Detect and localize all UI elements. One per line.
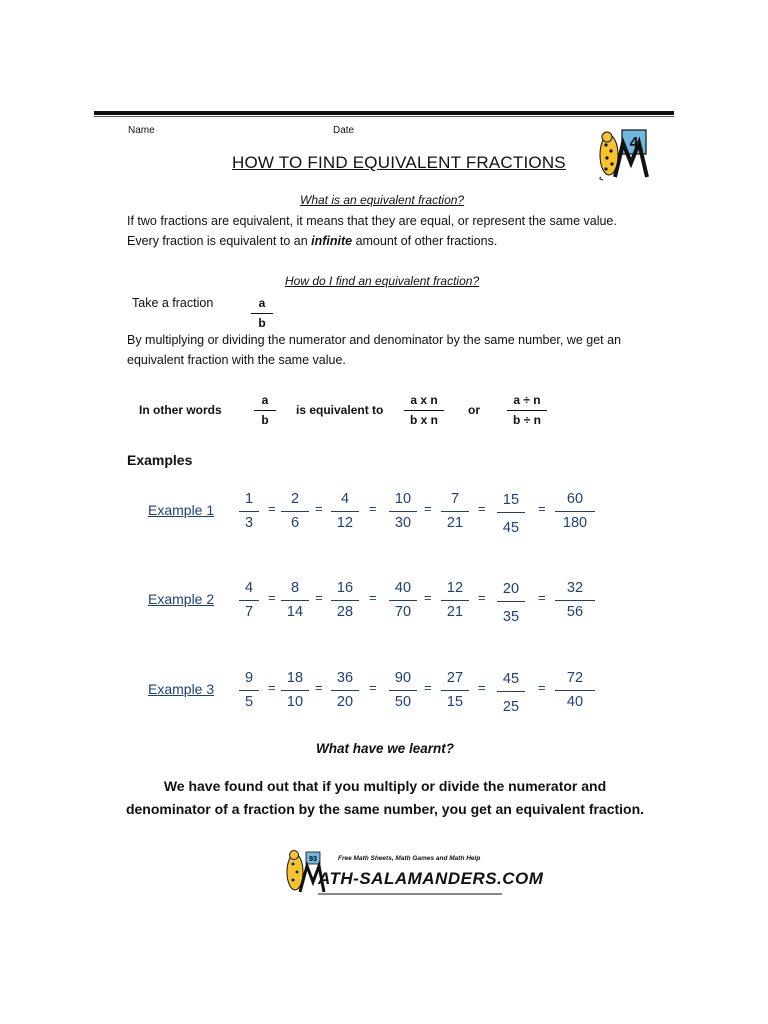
numerator: 18 (286, 670, 304, 686)
numerator: 7 (450, 491, 460, 507)
example-label: Example 2 (148, 591, 215, 607)
numerator: 27 (446, 670, 464, 686)
denominator: 10 (286, 694, 304, 710)
numerator: 45 (502, 671, 520, 687)
section-heading-how: How do I find an equivalent fraction? (285, 274, 480, 288)
example-fraction (497, 671, 525, 715)
name-label: Name (128, 125, 155, 136)
denominator: 12 (336, 515, 354, 531)
numerator: 4 (340, 491, 350, 507)
learnt-summary (120, 775, 650, 821)
fraction-multiply-n: a x n b x n (404, 393, 444, 427)
equals-sign: = (424, 501, 432, 516)
in-other-words-label: In other words (139, 403, 222, 417)
example-fraction (331, 670, 359, 710)
denominator: 56 (566, 604, 584, 620)
example-fraction (441, 670, 469, 710)
denominator: 45 (502, 520, 520, 536)
logo-number: 4 (629, 135, 639, 152)
footer-tagline: Free Math Sheets, Math Games and Math Help (338, 855, 481, 862)
equals-sign: = (424, 590, 432, 605)
example-fraction (239, 580, 259, 620)
equals-sign: = (315, 590, 323, 605)
numerator: 4 (244, 580, 254, 596)
denominator: 6 (290, 515, 300, 531)
numerator: 9 (244, 670, 254, 686)
denominator: 21 (446, 604, 464, 620)
denominator: 14 (286, 604, 304, 620)
page-title: HOW TO FIND EQUIVALENT FRACTIONS (232, 153, 566, 172)
denominator: 21 (446, 515, 464, 531)
fraction-a-over-b: a b (251, 296, 273, 330)
emphasis-infinite: infinite (311, 234, 353, 248)
paragraph-line: By multiplying or dividing the numerator and denominator by the same number, we get an (127, 333, 622, 347)
example-fraction (555, 580, 595, 620)
example-fraction (389, 580, 417, 620)
denominator: 180 (562, 515, 588, 531)
numerator: 8 (290, 580, 300, 596)
or-label: or (468, 403, 480, 417)
date-label: Date (333, 125, 355, 136)
examples-heading: Examples (127, 452, 193, 468)
denominator: 40 (566, 694, 584, 710)
denominator: 30 (394, 515, 412, 531)
example-fraction (555, 670, 595, 710)
example-label: Example 3 (148, 681, 215, 697)
equals-sign: = (538, 501, 546, 516)
denominator: 35 (502, 609, 520, 625)
example-fraction (239, 491, 259, 531)
equals-sign: = (369, 680, 377, 695)
numerator: 15 (502, 492, 520, 508)
paragraph-line: Every fraction is equivalent to an infinite amount of other fractions. (127, 234, 498, 248)
equals-sign: = (369, 501, 377, 516)
paragraph-line: If two fractions are equivalent, it means that they are equal, or represent the same value. (127, 214, 617, 228)
numerator: 10 (394, 491, 412, 507)
learnt-line: We have found out that if you multiply or divide the numerator and (163, 778, 607, 794)
example-fraction (389, 491, 417, 531)
equals-sign: = (268, 680, 276, 695)
denominator: 70 (394, 604, 412, 620)
is-equivalent-label: is equivalent to (296, 403, 384, 417)
denominator: 25 (502, 699, 520, 715)
example-fraction (441, 491, 469, 531)
learnt-heading: What have we learnt? (316, 741, 455, 756)
equals-sign: = (478, 590, 486, 605)
take-fraction-label: Take a fraction (132, 296, 214, 310)
numerator: 60 (566, 491, 584, 507)
example-fraction (239, 670, 259, 710)
equals-sign: = (268, 590, 276, 605)
example-fraction (331, 491, 359, 531)
numerator: 1 (244, 491, 254, 507)
learnt-line: denominator of a fraction by the same number, you get an equivalent fraction. (125, 801, 645, 817)
example-fraction (497, 492, 525, 536)
example-label: Example 1 (148, 502, 215, 518)
example-fraction (497, 581, 525, 625)
numerator: 2 (290, 491, 300, 507)
example-fraction (331, 580, 359, 620)
example-fraction (555, 491, 595, 531)
numerator: 90 (394, 670, 412, 686)
equals-sign: = (268, 501, 276, 516)
equals-sign: = (538, 590, 546, 605)
denominator: 28 (336, 604, 354, 620)
denominator: 20 (336, 694, 354, 710)
denominator: 50 (394, 694, 412, 710)
numerator: 72 (566, 670, 584, 686)
example-fraction (441, 580, 469, 620)
example-fraction (389, 670, 417, 710)
numerator: 32 (566, 580, 584, 596)
denominator: 3 (244, 515, 254, 531)
equals-sign: = (478, 680, 486, 695)
equals-sign: = (538, 680, 546, 695)
fraction-divide-n: a ÷ n b ÷ n (507, 393, 547, 427)
footer-brand: ATH-SALAMANDERS.COM (318, 869, 544, 888)
example-fraction (281, 580, 309, 620)
denominator: 5 (244, 694, 254, 710)
equals-sign: = (315, 680, 323, 695)
example-fraction (281, 491, 309, 531)
numerator: 12 (446, 580, 464, 596)
example-fraction (281, 670, 309, 710)
equals-sign: = (369, 590, 377, 605)
numerator: 20 (502, 581, 520, 597)
denominator: 7 (244, 604, 254, 620)
fraction-a-over-b: a b (254, 393, 276, 427)
section-heading-what: What is an equivalent fraction? (300, 193, 465, 207)
svg-text:93: 93 (309, 856, 317, 863)
equals-sign: = (478, 501, 486, 516)
denominator: 15 (446, 694, 464, 710)
equals-sign: = (424, 680, 432, 695)
numerator: 16 (336, 580, 354, 596)
equals-sign: = (315, 501, 323, 516)
numerator: 40 (394, 580, 412, 596)
numerator: 36 (336, 670, 354, 686)
top-thin-rule (94, 116, 674, 117)
top-rule (94, 111, 674, 115)
salamander-logo-icon (595, 127, 653, 181)
paragraph-line: equivalent fraction with the same value. (127, 353, 346, 367)
